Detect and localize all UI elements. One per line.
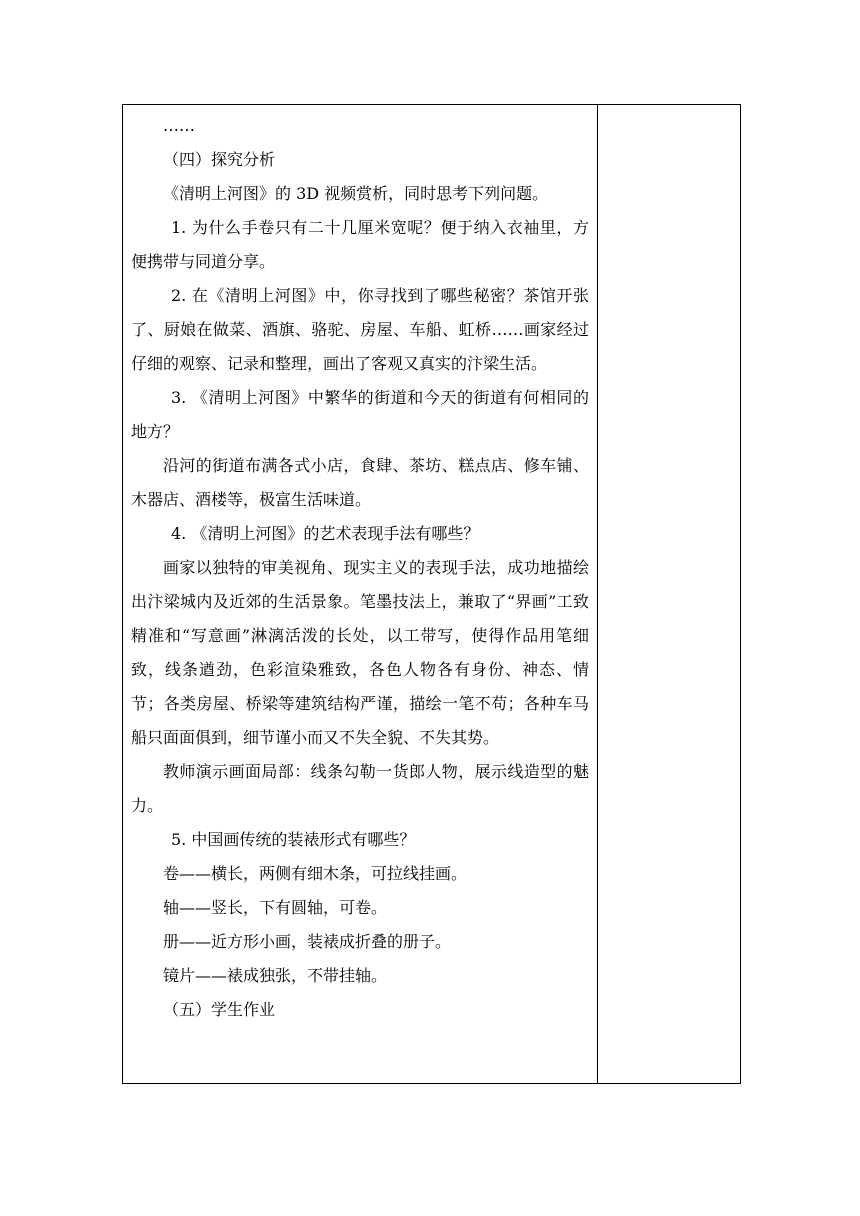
notes-cell: [598, 105, 741, 1084]
mounting-juan: 卷——横长，两侧有细木条，可拉线挂画。: [163, 864, 468, 883]
answer-4: 画家以独特的审美视角、现实主义的表现手法，成功地描绘出汴梁城内及近郊的生活景象。笔墨技法上，兼取了“界画”工致精准和“写意画”淋漓活泼的长处，以工带写，使得作品用笔细致，线条遒劲，色彩渲染雅致，各色人物各有身份、神态、情节；各类房屋、桥梁等建筑结构严谨，描绘一笔不苟；各种车马船只面面俱到，细节谨小而又不失全貌、不失其势。: [131, 558, 589, 747]
question-3: 3. 《清明上河图》中繁华的街道和今天的街道有何相同的地方？: [131, 388, 589, 441]
answer-3: 沿河的街道布满各式小店，食肆、茶坊、糕点店、修车铺、木器店、酒楼等，极富生活味道。: [131, 456, 589, 509]
ellipsis-text: ……: [163, 116, 195, 135]
mounting-jingpian: 镜片——裱成独张，不带挂轴。: [163, 966, 388, 985]
mounting-zhou: 轴——竖长，下有圆轴，可卷。: [163, 898, 388, 917]
question-5: 5. 中国画传统的装裱形式有哪些？: [171, 830, 416, 849]
question-2: 2. 在《清明上河图》中，你寻找到了哪些秘密？茶馆开张了、厨娘在做菜、酒旗、骆驼、房屋、车船、虹桥……画家经过仔细的观察、记录和整理，画出了客观又真实的汴梁生活。: [131, 286, 589, 373]
main-content: [123, 105, 597, 1027]
question-1: 1. 为什么手卷只有二十几厘米宽呢？便于纳入衣袖里，方便携带与同道分享。: [131, 218, 589, 271]
section-heading: （五）学生作业: [163, 1000, 276, 1019]
lesson-table: [122, 104, 741, 1084]
question-4: 4. 《清明上河图》的艺术表现手法有哪些？: [171, 524, 480, 543]
section-heading: （四）探究分析: [163, 150, 276, 169]
mounting-ce: 册——近方形小画，装裱成折叠的册子。: [163, 932, 452, 951]
intro-paragraph: 《清明上河图》的 3D 视频赏析，同时思考下列问题。: [163, 184, 549, 203]
table-row: [123, 105, 741, 1084]
main-content-cell: [123, 105, 598, 1084]
teacher-demo-paragraph: 教师演示画面局部：线条勾勒一货郎人物，展示线造型的魅力。: [131, 762, 589, 815]
